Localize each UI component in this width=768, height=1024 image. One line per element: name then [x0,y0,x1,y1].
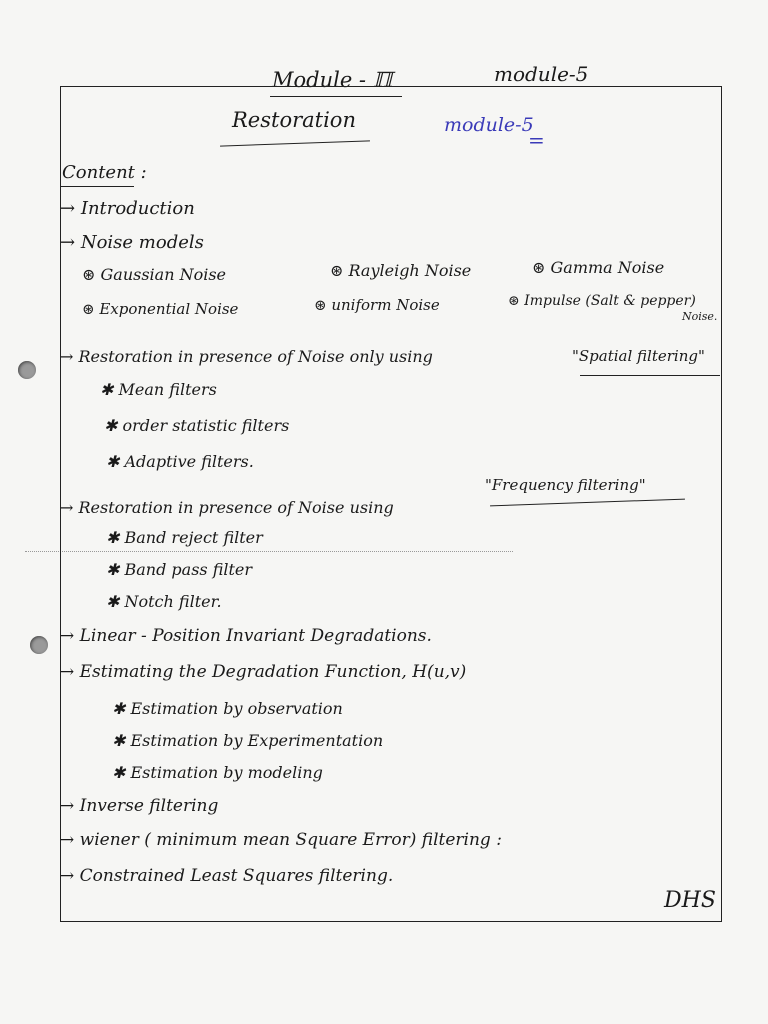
noise-uniform: ⊛ uniform Noise [314,296,440,314]
inverse-filtering: → Inverse filtering [60,796,219,816]
sub-estimation-experimentation: ✱ Estimation by Experimentation [112,731,384,750]
arrow-icon: → [60,232,76,253]
wiener-filtering: → wiener ( minimum mean Square Error) filtering : [60,830,502,850]
noise-impulse-tail: Noise. [682,310,718,323]
noise-exponential: ⊛ Exponential Noise [82,300,239,318]
noise-gaussian: ⊛ Gaussian Noise [82,265,227,284]
content-label: Content : [62,162,147,183]
sub-estimation-modeling: ✱ Estimation by modeling [112,763,323,782]
noise-rayleigh: ⊛ Rayleigh Noise [330,261,472,280]
sub-notch: ✱ Notch filter. [106,592,222,611]
sub-adaptive: ✱ Adaptive filters. [106,452,254,471]
punch-hole-bottom [30,636,48,654]
frequency-line: → Restoration in presence of Noise using [60,498,394,517]
blue-equals-mark: = [528,128,545,152]
sub-band-reject: ✱ Band reject filter [106,528,263,547]
spatial-underline [580,375,720,376]
linear-line: → Linear - Position Invariant Degradations. [60,626,432,646]
module-right-label: module-5 [494,62,589,86]
noise-gamma: ⊛ Gamma Noise [532,258,665,277]
page-title: Restoration [232,108,356,132]
blue-module-note: module-5 [444,114,534,136]
estimating-line: → Estimating the Degradation Function, H(u,v) [60,662,467,682]
noise-impulse: ⊛ Impulse (Salt & pepper) [508,293,696,309]
signature: DHS [664,888,716,913]
item-introduction: → Introduction [60,198,195,219]
punch-hole-top [18,361,36,379]
constrained-least-squares: → Constrained Least Squares filtering. [60,866,394,886]
sub-order-statistic: ✱ order statistic filters [104,416,290,435]
arrow-icon: → [60,198,76,219]
sub-mean-filters: ✱ Mean filters [100,380,217,399]
frequency-quoted: "Frequency filtering" [485,476,646,494]
spatial-quoted: "Spatial filtering" [572,347,705,365]
content-label-underline [60,186,134,187]
spatial-line: → Restoration in presence of Noise only using [60,347,433,366]
item-noise-models: → Noise models [60,232,204,253]
sub-estimation-observation: ✱ Estimation by observation [112,699,343,718]
module-heading: Module - ℿ [272,68,393,92]
sub-band-pass: ✱ Band pass filter [106,560,253,579]
